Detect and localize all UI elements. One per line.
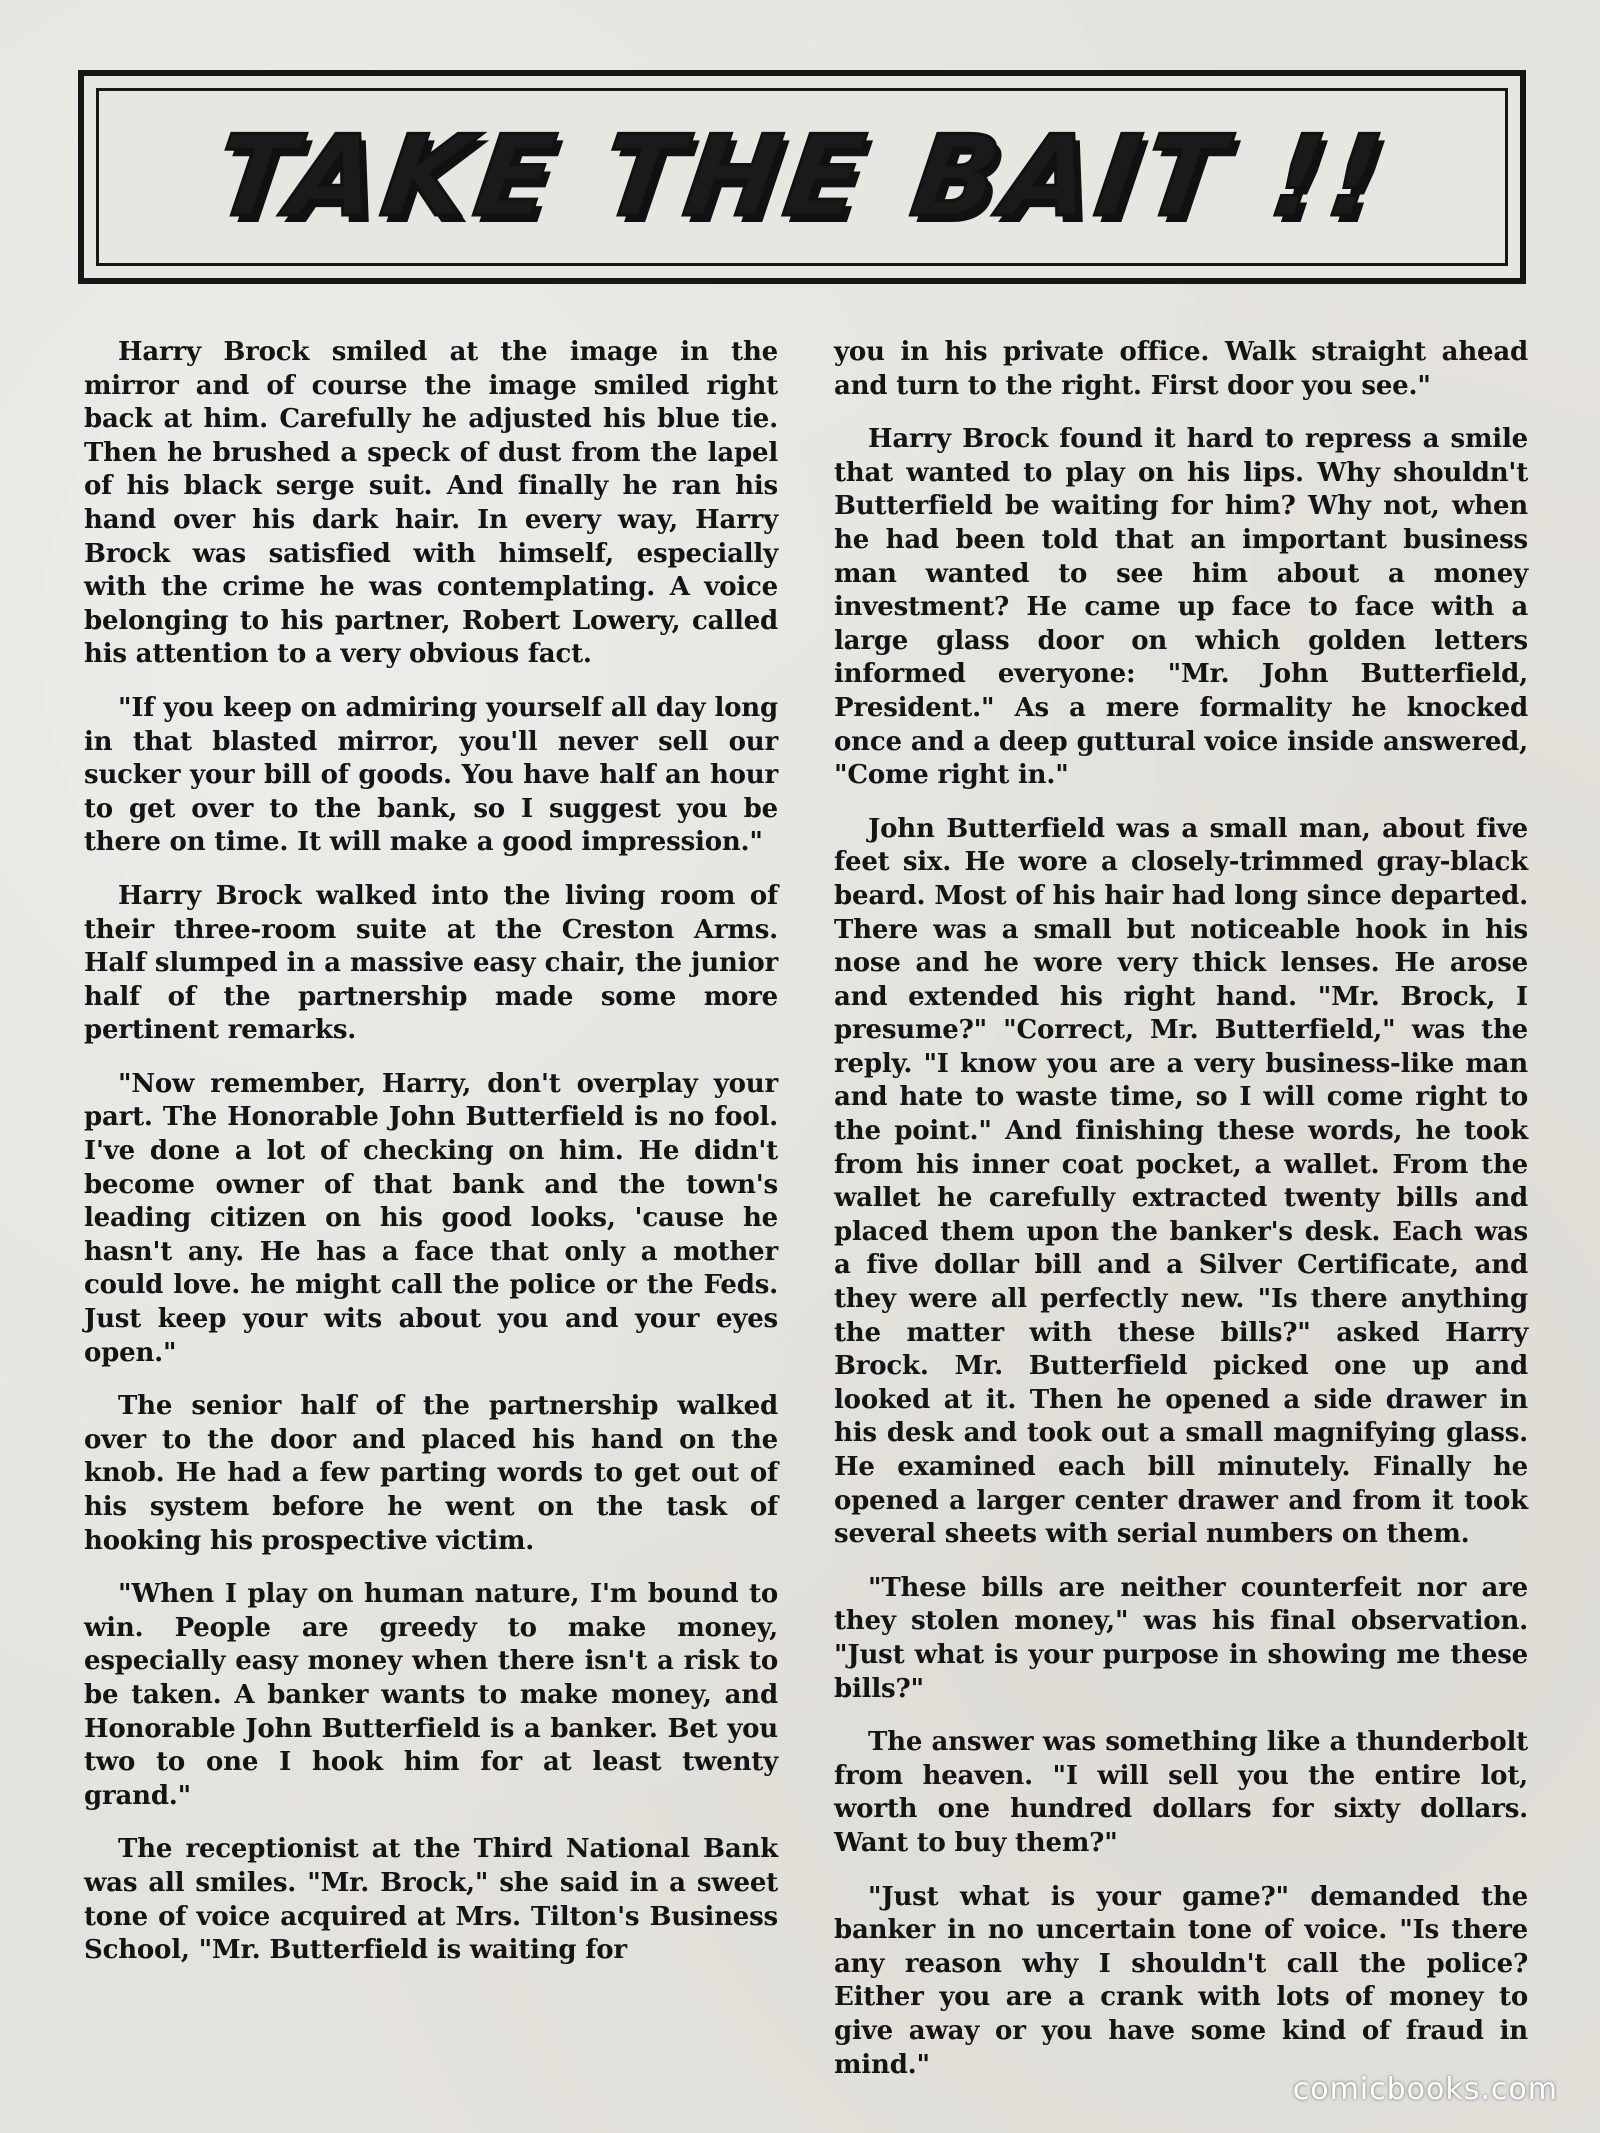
title-box [78, 70, 1526, 284]
text-columns [84, 336, 1528, 2080]
paragraph: "Just what is your game?" demanded the banker in no uncertain tone of voice. "Is there any reason why I shouldn't call the police? Either you are a crank with lots of money to give away or you have some kind of fraud in mind." [834, 1881, 1528, 2080]
left-column [84, 336, 778, 2056]
paragraph: Harry Brock found it hard to repress a smile that wanted to play on his lips. Why shouldn't Butterfield be waiting for him? Why not, when he had been told that an important business man wanted to see him about a money investment? He came up face to face with a large glass door on which golden letters informed everyone: "Mr. John Butterfield, President." As a mere formality he knocked once and a deep guttural voice inside answered, "Come right in." [834, 424, 1528, 791]
paragraph: Harry Brock smiled at the image in the mirror and of course the image smiled right back at him. Carefully he adjusted his blue tie. Then he brushed a speck of dust from the lapel of his black serge suit. And finally he ran his hand over his dark hair. In every way, Harry Brock was satisfied with himself, especially with the crime he was contemplating. A voice belonging to his partner, Robert Lowery, called his attention to a very obvious fact. [84, 337, 778, 670]
title-box-inner [96, 88, 1508, 266]
paragraph: "Now remember, Harry, don't overplay your part. The Honorable John Butterfield is no fool. I've done a lot of checking on him. He didn't become owner of that bank and the town's leading citizen on his good looks, 'cause he hasn't any. He has a face that only a mother could love. he might call the police or the Feds. Just keep your wits about you and your eyes open." [84, 1068, 778, 1368]
site-watermark: comicbooks.com [1292, 2072, 1558, 2107]
paragraph: John Butterfield was a small man, about five feet six. He wore a closely-trimmed gray-black beard. Most of his hair had long since departed. There was a small but noticeable hook in his nose and he wore very thick lenses. He arose and extended his right hand. "Mr. Brock, I presume?" "Correct, Mr. Butterfield," was the reply. "I know you are a very business-like man and hate to waste time, so I will come right to the point." And finishing these words, he took from his inner coat pocket, a wallet. From the wallet he carefully extracted twenty bills and placed them upon the banker's desk. Each was a five dollar bill and a Silver Certificate, and they were all perfectly new. "Is there anything the matter with these bills?" asked Harry Brock. Mr. Butterfield picked one up and looked at it. Then he opened a side drawer in his desk and took out a small magnifying glass. He examined each bill minutely. Finally he opened a larger center drawer and from it took several sheets with serial numbers on them. [834, 813, 1528, 1550]
paragraph: The senior half of the partnership walked over to the door and placed his hand on the knob. He had a few parting words to get out of his system before he went on the task of hooking his prospective victim. [84, 1391, 778, 1556]
paragraph: Harry Brock walked into the living room of their three-room suite at the Creston Arms. Half slumped in a massive easy chair, the junior half of the partnership made some more pertinent remarks. [84, 880, 778, 1046]
paragraph: "If you keep on admiring yourself all day long in that blasted mirror, you'll never sell our sucker your bill of goods. You have half an hour to get over to the bank, so I suggest you be there on time. It will make a good impression." [84, 692, 778, 858]
story-title: TAKE THE BAIT !! [208, 112, 1396, 242]
paragraph: "These bills are neither counterfeit nor are they stolen money," was his final observation. "Just what is your purpose in showing me these bills?" [834, 1572, 1528, 1704]
paragraph: The answer was something like a thunderbolt from heaven. "I will sell you the entire lot, worth one hundred dollars for sixty dollars. Want to buy them?" [834, 1727, 1528, 1858]
paragraph-continued: you in his private office. Walk straight ahead and turn to the right. First door you see." [834, 337, 1528, 401]
right-column [834, 336, 1528, 2080]
paragraph: The receptionist at the Third National Bank was all smiles. "Mr. Brock," she said in a sweet tone of voice acquired at Mrs. Tilton's Business School, "Mr. Butterfield is waiting for [84, 1834, 778, 1966]
paragraph: "When I play on human nature, I'm bound to win. People are greedy to make money, especially easy money when there isn't a risk to be taken. A banker wants to make money, and Honorable John Butterfield is a banker. Bet you two to one I hook him for at least twenty grand." [84, 1579, 778, 1811]
